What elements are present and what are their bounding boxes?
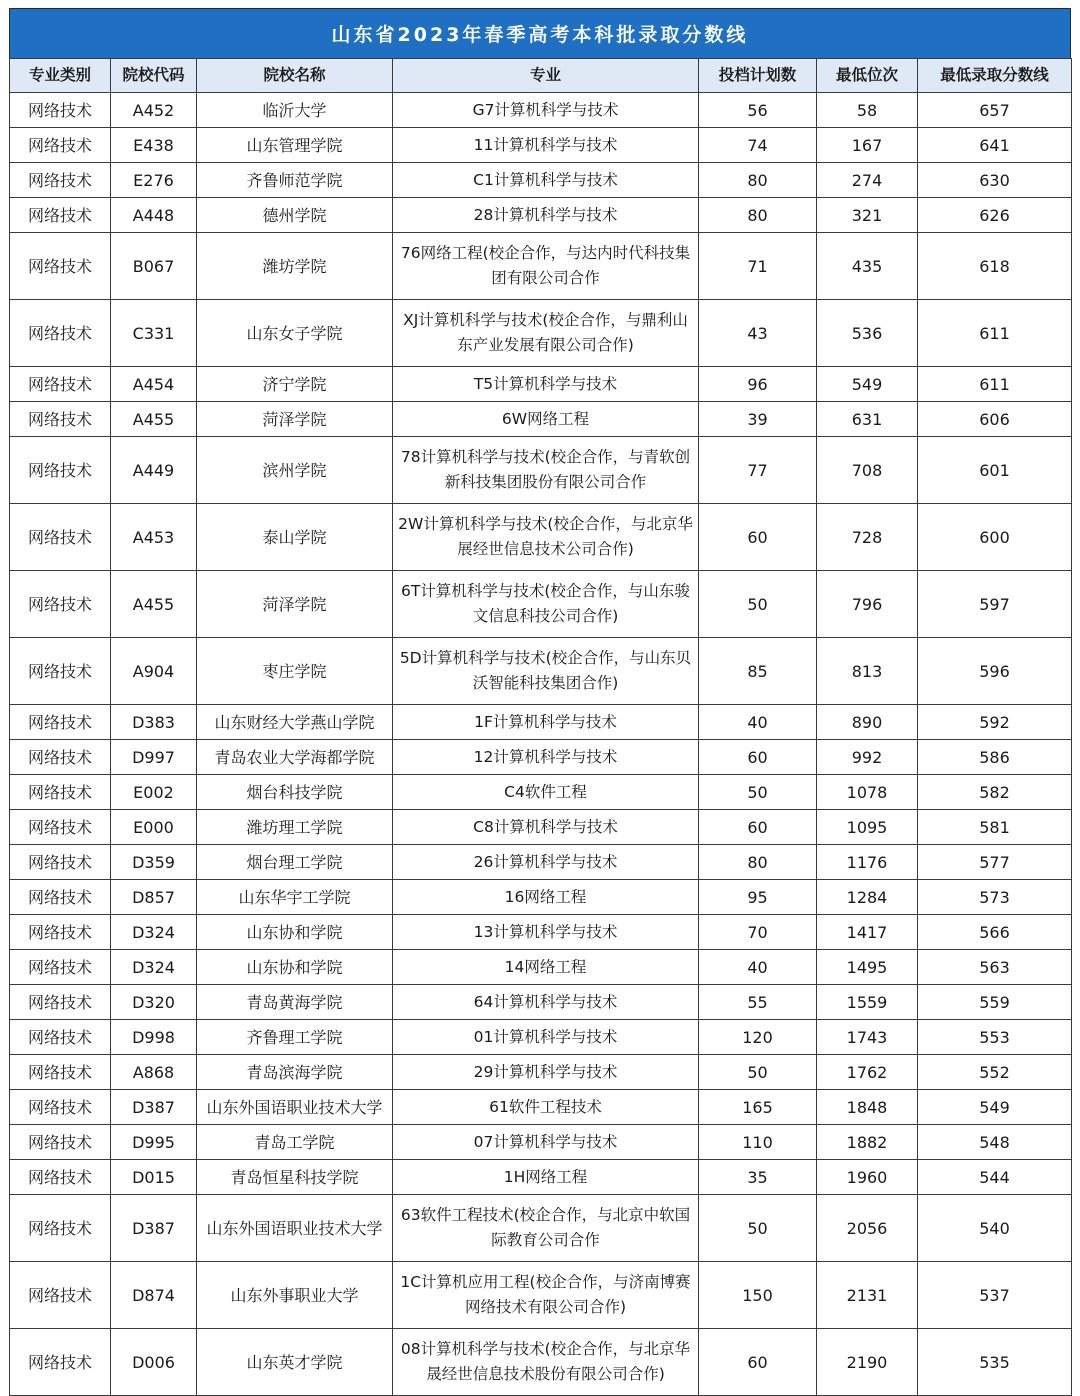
cell-code: D383 (111, 705, 197, 740)
cell-school: 山东外国语职业技术大学 (197, 1195, 393, 1262)
cell-score: 657 (918, 93, 1072, 128)
cell-category: 网络技术 (10, 93, 111, 128)
cell-school: 烟台科技学院 (197, 775, 393, 810)
cell-score: 566 (918, 915, 1072, 950)
cell-rank: 631 (817, 402, 918, 437)
cell-rank: 728 (817, 504, 918, 571)
table-row (10, 198, 1072, 233)
cell-rank: 58 (817, 93, 918, 128)
table-row (10, 1020, 1072, 1055)
score-table (9, 58, 1072, 1396)
cell-plan: 80 (699, 163, 817, 198)
cell-school: 齐鲁师范学院 (197, 163, 393, 198)
cell-code: E276 (111, 163, 197, 198)
cell-category: 网络技术 (10, 985, 111, 1020)
cell-school: 菏泽学院 (197, 571, 393, 638)
cell-plan: 35 (699, 1160, 817, 1195)
cell-plan: 43 (699, 300, 817, 367)
cell-code: D387 (111, 1090, 197, 1125)
cell-score: 549 (918, 1090, 1072, 1125)
cell-category: 网络技术 (10, 915, 111, 950)
admission-score-sheet (9, 8, 1071, 1396)
cell-school: 泰山学院 (197, 504, 393, 571)
cell-score: 581 (918, 810, 1072, 845)
cell-school: 烟台理工学院 (197, 845, 393, 880)
table-row (10, 571, 1072, 638)
cell-category: 网络技术 (10, 638, 111, 705)
cell-code: D998 (111, 1020, 197, 1055)
cell-school: 青岛农业大学海都学院 (197, 740, 393, 775)
table-row (10, 810, 1072, 845)
cell-rank: 2131 (817, 1262, 918, 1329)
cell-category: 网络技术 (10, 233, 111, 300)
cell-code: A455 (111, 402, 197, 437)
cell-score: 577 (918, 845, 1072, 880)
col-header-major: 专业 (393, 59, 699, 93)
cell-category: 网络技术 (10, 437, 111, 504)
cell-code: D995 (111, 1125, 197, 1160)
cell-major: 1F计算机科学与技术 (393, 705, 699, 740)
cell-category: 网络技术 (10, 504, 111, 571)
cell-code: A453 (111, 504, 197, 571)
cell-school: 山东协和学院 (197, 915, 393, 950)
table-row (10, 705, 1072, 740)
cell-code: A449 (111, 437, 197, 504)
table-row (10, 985, 1072, 1020)
cell-category: 网络技术 (10, 845, 111, 880)
cell-major: G7计算机科学与技术 (393, 93, 699, 128)
cell-school: 滨州学院 (197, 437, 393, 504)
cell-code: A452 (111, 93, 197, 128)
cell-category: 网络技术 (10, 775, 111, 810)
cell-major: 01计算机科学与技术 (393, 1020, 699, 1055)
cell-score: 601 (918, 437, 1072, 504)
cell-rank: 167 (817, 128, 918, 163)
cell-score: 618 (918, 233, 1072, 300)
cell-category: 网络技术 (10, 367, 111, 402)
cell-rank: 1559 (817, 985, 918, 1020)
cell-major: C4软件工程 (393, 775, 699, 810)
cell-major: 11计算机科学与技术 (393, 128, 699, 163)
cell-score: 586 (918, 740, 1072, 775)
cell-score: 559 (918, 985, 1072, 1020)
cell-plan: 120 (699, 1020, 817, 1055)
cell-plan: 60 (699, 1329, 817, 1396)
cell-score: 611 (918, 300, 1072, 367)
cell-score: 544 (918, 1160, 1072, 1195)
cell-category: 网络技术 (10, 705, 111, 740)
table-row (10, 1329, 1072, 1396)
cell-rank: 1176 (817, 845, 918, 880)
cell-school: 潍坊理工学院 (197, 810, 393, 845)
cell-major: 6T计算机科学与技术(校企合作，与山东骏文信息科技公司合作) (393, 571, 699, 638)
cell-code: D387 (111, 1195, 197, 1262)
cell-major: 07计算机科学与技术 (393, 1125, 699, 1160)
cell-major: 61软件工程技术 (393, 1090, 699, 1125)
col-header-rank: 最低位次 (817, 59, 918, 93)
table-body (10, 93, 1072, 1396)
table-row (10, 300, 1072, 367)
cell-score: 548 (918, 1125, 1072, 1160)
cell-school: 青岛恒星科技学院 (197, 1160, 393, 1195)
table-row (10, 638, 1072, 705)
cell-major: 76网络工程(校企合作，与达内时代科技集团有限公司合作 (393, 233, 699, 300)
cell-score: 641 (918, 128, 1072, 163)
cell-code: D324 (111, 950, 197, 985)
cell-score: 573 (918, 880, 1072, 915)
cell-major: 1C计算机应用工程(校企合作，与济南博赛网络技术有限公司合作) (393, 1262, 699, 1329)
cell-rank: 1762 (817, 1055, 918, 1090)
cell-plan: 165 (699, 1090, 817, 1125)
cell-school: 山东财经大学燕山学院 (197, 705, 393, 740)
cell-plan: 85 (699, 638, 817, 705)
cell-plan: 80 (699, 198, 817, 233)
table-row (10, 1055, 1072, 1090)
cell-rank: 1882 (817, 1125, 918, 1160)
cell-score: 540 (918, 1195, 1072, 1262)
cell-category: 网络技术 (10, 198, 111, 233)
cell-rank: 1848 (817, 1090, 918, 1125)
cell-category: 网络技术 (10, 880, 111, 915)
cell-rank: 536 (817, 300, 918, 367)
cell-rank: 708 (817, 437, 918, 504)
table-row (10, 437, 1072, 504)
cell-plan: 50 (699, 775, 817, 810)
cell-major: 29计算机科学与技术 (393, 1055, 699, 1090)
cell-score: 630 (918, 163, 1072, 198)
cell-category: 网络技术 (10, 1125, 111, 1160)
cell-major: C1计算机科学与技术 (393, 163, 699, 198)
cell-rank: 2056 (817, 1195, 918, 1262)
header-row (10, 59, 1072, 93)
cell-code: A868 (111, 1055, 197, 1090)
cell-code: D320 (111, 985, 197, 1020)
table-row (10, 950, 1072, 985)
cell-category: 网络技术 (10, 1329, 111, 1396)
cell-code: D997 (111, 740, 197, 775)
cell-rank: 549 (817, 367, 918, 402)
cell-major: 64计算机科学与技术 (393, 985, 699, 1020)
cell-score: 597 (918, 571, 1072, 638)
cell-plan: 55 (699, 985, 817, 1020)
cell-score: 582 (918, 775, 1072, 810)
cell-code: D874 (111, 1262, 197, 1329)
cell-score: 600 (918, 504, 1072, 571)
cell-code: D359 (111, 845, 197, 880)
cell-major: 12计算机科学与技术 (393, 740, 699, 775)
cell-major: 78计算机科学与技术(校企合作，与青软创新科技集团股份有限公司合作 (393, 437, 699, 504)
cell-category: 网络技术 (10, 1160, 111, 1195)
cell-rank: 1417 (817, 915, 918, 950)
cell-plan: 80 (699, 845, 817, 880)
table-row (10, 1195, 1072, 1262)
cell-rank: 1743 (817, 1020, 918, 1055)
cell-category: 网络技术 (10, 810, 111, 845)
cell-plan: 95 (699, 880, 817, 915)
cell-school: 青岛黄海学院 (197, 985, 393, 1020)
table-row (10, 504, 1072, 571)
cell-code: A454 (111, 367, 197, 402)
cell-category: 网络技术 (10, 300, 111, 367)
cell-major: 26计算机科学与技术 (393, 845, 699, 880)
cell-category: 网络技术 (10, 1090, 111, 1125)
cell-plan: 40 (699, 705, 817, 740)
cell-code: D006 (111, 1329, 197, 1396)
cell-school: 德州学院 (197, 198, 393, 233)
cell-code: E000 (111, 810, 197, 845)
cell-plan: 56 (699, 93, 817, 128)
col-header-school: 院校名称 (197, 59, 393, 93)
cell-rank: 796 (817, 571, 918, 638)
cell-code: D857 (111, 880, 197, 915)
cell-rank: 1960 (817, 1160, 918, 1195)
cell-rank: 813 (817, 638, 918, 705)
cell-rank: 321 (817, 198, 918, 233)
cell-major: C8计算机科学与技术 (393, 810, 699, 845)
cell-major: 1H网络工程 (393, 1160, 699, 1195)
cell-category: 网络技术 (10, 128, 111, 163)
cell-code: D324 (111, 915, 197, 950)
page-title: 山东省2023年春季高考本科批录取分数线 (9, 8, 1071, 58)
cell-category: 网络技术 (10, 950, 111, 985)
cell-plan: 71 (699, 233, 817, 300)
cell-score: 626 (918, 198, 1072, 233)
cell-plan: 39 (699, 402, 817, 437)
cell-score: 553 (918, 1020, 1072, 1055)
cell-school: 济宁学院 (197, 367, 393, 402)
cell-category: 网络技术 (10, 740, 111, 775)
cell-code: A455 (111, 571, 197, 638)
cell-school: 山东英才学院 (197, 1329, 393, 1396)
table-row (10, 367, 1072, 402)
cell-major: 08计算机科学与技术(校企合作，与北京华晟经世信息技术股份有限公司合作) (393, 1329, 699, 1396)
cell-rank: 2190 (817, 1329, 918, 1396)
table-row (10, 163, 1072, 198)
cell-school: 青岛滨海学院 (197, 1055, 393, 1090)
cell-rank: 1284 (817, 880, 918, 915)
cell-school: 临沂大学 (197, 93, 393, 128)
cell-code: A904 (111, 638, 197, 705)
cell-score: 611 (918, 367, 1072, 402)
cell-category: 网络技术 (10, 163, 111, 198)
cell-major: 5D计算机科学与技术(校企合作，与山东贝沃智能科技集团合作) (393, 638, 699, 705)
cell-plan: 150 (699, 1262, 817, 1329)
cell-major: 2W计算机科学与技术(校企合作，与北京华展经世信息技术公司合作) (393, 504, 699, 571)
table-row (10, 402, 1072, 437)
cell-plan: 50 (699, 571, 817, 638)
table-row (10, 93, 1072, 128)
cell-code: E438 (111, 128, 197, 163)
cell-category: 网络技术 (10, 1020, 111, 1055)
cell-major: T5计算机科学与技术 (393, 367, 699, 402)
cell-category: 网络技术 (10, 571, 111, 638)
cell-rank: 1095 (817, 810, 918, 845)
cell-score: 537 (918, 1262, 1072, 1329)
table-row (10, 128, 1072, 163)
cell-plan: 70 (699, 915, 817, 950)
cell-school: 菏泽学院 (197, 402, 393, 437)
col-header-score: 最低录取分数线 (918, 59, 1072, 93)
cell-plan: 50 (699, 1195, 817, 1262)
cell-score: 563 (918, 950, 1072, 985)
table-row (10, 915, 1072, 950)
cell-major: XJ计算机科学与技术(校企合作，与鼎利山东产业发展有限公司合作) (393, 300, 699, 367)
cell-school: 山东外事职业大学 (197, 1262, 393, 1329)
cell-code: D015 (111, 1160, 197, 1195)
cell-school: 山东外国语职业技术大学 (197, 1090, 393, 1125)
cell-plan: 60 (699, 810, 817, 845)
cell-rank: 992 (817, 740, 918, 775)
cell-school: 山东协和学院 (197, 950, 393, 985)
cell-school: 山东女子学院 (197, 300, 393, 367)
cell-plan: 77 (699, 437, 817, 504)
table-row (10, 1262, 1072, 1329)
cell-score: 552 (918, 1055, 1072, 1090)
cell-rank: 1078 (817, 775, 918, 810)
cell-score: 596 (918, 638, 1072, 705)
cell-major: 13计算机科学与技术 (393, 915, 699, 950)
cell-major: 14网络工程 (393, 950, 699, 985)
table-row (10, 1125, 1072, 1160)
cell-school: 青岛工学院 (197, 1125, 393, 1160)
cell-rank: 1495 (817, 950, 918, 985)
cell-school: 枣庄学院 (197, 638, 393, 705)
cell-plan: 74 (699, 128, 817, 163)
cell-rank: 890 (817, 705, 918, 740)
cell-category: 网络技术 (10, 1262, 111, 1329)
cell-plan: 110 (699, 1125, 817, 1160)
cell-major: 28计算机科学与技术 (393, 198, 699, 233)
cell-plan: 60 (699, 740, 817, 775)
cell-plan: 96 (699, 367, 817, 402)
table-row (10, 845, 1072, 880)
table-row (10, 740, 1072, 775)
cell-score: 535 (918, 1329, 1072, 1396)
cell-code: B067 (111, 233, 197, 300)
col-header-category: 专业类别 (10, 59, 111, 93)
cell-plan: 40 (699, 950, 817, 985)
cell-rank: 274 (817, 163, 918, 198)
col-header-plan: 投档计划数 (699, 59, 817, 93)
cell-code: C331 (111, 300, 197, 367)
cell-category: 网络技术 (10, 1055, 111, 1090)
cell-school: 齐鲁理工学院 (197, 1020, 393, 1055)
table-row (10, 1160, 1072, 1195)
cell-rank: 435 (817, 233, 918, 300)
cell-score: 606 (918, 402, 1072, 437)
cell-code: E002 (111, 775, 197, 810)
table-row (10, 1090, 1072, 1125)
cell-school: 山东管理学院 (197, 128, 393, 163)
table-row (10, 233, 1072, 300)
cell-category: 网络技术 (10, 1195, 111, 1262)
cell-major: 16网络工程 (393, 880, 699, 915)
col-header-code: 院校代码 (111, 59, 197, 93)
cell-category: 网络技术 (10, 402, 111, 437)
table-row (10, 880, 1072, 915)
cell-school: 潍坊学院 (197, 233, 393, 300)
cell-code: A448 (111, 198, 197, 233)
cell-major: 6W网络工程 (393, 402, 699, 437)
cell-school: 山东华宇工学院 (197, 880, 393, 915)
table-row (10, 775, 1072, 810)
cell-score: 592 (918, 705, 1072, 740)
cell-major: 63软件工程技术(校企合作，与北京中软国际教育公司合作 (393, 1195, 699, 1262)
cell-plan: 50 (699, 1055, 817, 1090)
cell-plan: 60 (699, 504, 817, 571)
